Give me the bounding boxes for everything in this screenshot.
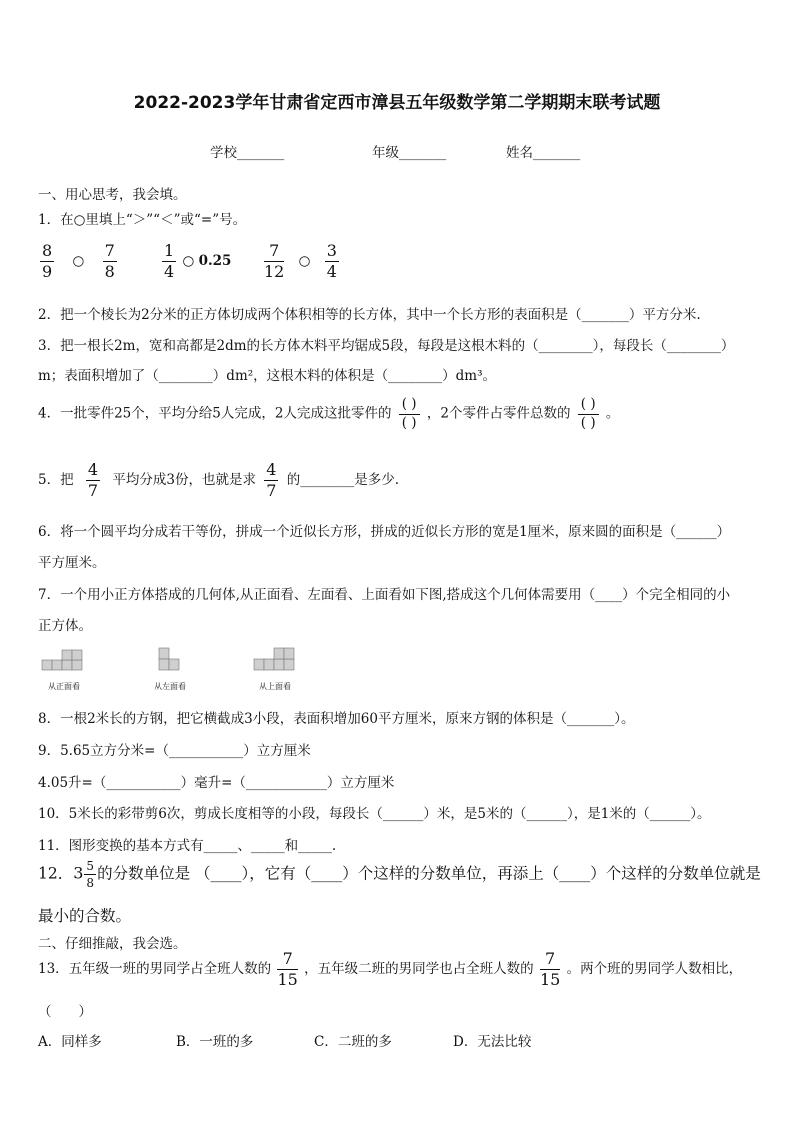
question-10: 10．5米长的彩带剪6次，剪成长度相等的小段，每段长（______）米，是5米的（______），是1米的（______）。 (38, 806, 711, 822)
question-9-line-1: 9．5.65立方分米=（___________）立方厘米 (38, 743, 311, 759)
compare-circle: ○ (298, 253, 311, 269)
top-view-figure (252, 646, 298, 672)
question-13-part-2: ，五年级二班的男同学也占全班人数的 (304, 961, 534, 977)
decimal-value: 0.25 (198, 253, 232, 269)
section-2-heading: 二、仔细推敲，我会选。 (38, 936, 187, 952)
question-9-line-2: 4.05升=（___________）毫升=（____________）立方厘米 (38, 775, 395, 791)
fraction-numerator: 7 (540, 951, 560, 970)
fraction-denominator: 4 (326, 262, 337, 281)
left-view-figure (156, 646, 182, 672)
question-5-part-3: 的________是多少. (286, 472, 400, 488)
fraction-numerator: 1 (164, 241, 175, 260)
grade-field (372, 141, 446, 161)
fraction-numerator: 5 (86, 859, 95, 873)
question-12-line-2: 最小的合数。 (38, 907, 132, 925)
school-field (210, 141, 284, 161)
question-3-line-1: 3．把一根长2m，宽和高都是2dm的长方体木料平均锯成5段，每段是这根木料的（________），每段长（________） (38, 338, 735, 354)
grade-blank: _______ (399, 145, 447, 161)
fraction-denominator: 7 (266, 481, 277, 500)
blank-numerator: ( ) (578, 398, 599, 415)
question-4-part-1: 4．一批零件25个，平均分给5人完成，2人完成这批零件的 (38, 405, 392, 422)
blank-denominator: ( ) (580, 414, 596, 431)
question-5-part-1: 5．把 (38, 472, 74, 488)
question-4-part-2: ，2个零件占零件总数的 (426, 405, 571, 422)
question-11: 11．图形变换的基本方式有_____、_____和_____. (38, 838, 337, 854)
question-12-rest: 的分数单位是 （____），它有（____）个这样的分数单位，再添上（____）个这样的分数单位就是 (97, 864, 761, 883)
question-1-pair-2 (160, 243, 231, 280)
question-2: 2．把一个棱长为2分米的正方体切成两个体积相等的长方体，其中一个长方形的表面积是（_______）平方分米. (38, 307, 701, 323)
fraction-numerator: 7 (277, 951, 297, 970)
question-7-line-2: 正方体。 (38, 618, 92, 634)
question-13-answer-blank: （ ） (38, 1004, 92, 1020)
question-6-line-2: 平方厘米。 (38, 555, 106, 571)
fraction-numerator: 4 (87, 460, 99, 479)
fraction-numerator: 7 (264, 243, 284, 262)
compare-circle: ○ (72, 253, 85, 269)
blank-numerator: ( ) (399, 398, 420, 415)
left-view-caption: 从左面看 (154, 682, 186, 691)
fraction-denominator: 9 (42, 262, 53, 281)
fraction-denominator: 7 (87, 481, 99, 500)
top-view-caption: 从上面看 (259, 682, 291, 691)
option-d: D．无法比较 (453, 1034, 532, 1050)
question-12-prefix: 12． (38, 864, 74, 883)
name-label: 姓名 (506, 145, 533, 161)
grade-label: 年级 (372, 145, 399, 161)
question-1-pair-3 (262, 243, 341, 280)
section-1-heading: 一、用心思考，我会填。 (38, 187, 187, 203)
fraction-denominator: 8 (86, 876, 95, 890)
question-8: 8．一根2米长的方钢，把它横截成3小段，表面积增加60平方厘米，原来方钢的体积是（_______）。 (38, 711, 635, 727)
option-c: C．二班的多 (314, 1034, 392, 1050)
question-13-part-3: 。两个班的男同学人数相比， (566, 961, 743, 977)
question-1-pair-1 (38, 243, 119, 280)
question-4-part-3: 。 (605, 405, 620, 422)
fraction-denominator: 12 (264, 262, 285, 281)
name-blank: _______ (533, 145, 581, 161)
question-5-part-2: 平均分成3份，也就是求 (112, 472, 256, 488)
question-3-line-2: m；表面积增加了（________）dm²，这根木料的体积是（________）dm³。 (38, 368, 497, 384)
school-label: 学校 (210, 145, 237, 161)
front-view-caption: 从正面看 (48, 682, 80, 691)
question-13-line-1 (38, 951, 742, 988)
question-7-line-1: 7．一个用小正方体搭成的几何体,从正面看、左面看、上面看如下图,搭成这个几何体需要用（____）个完全相同的小 (38, 587, 731, 603)
option-a: A．同样多 (38, 1034, 102, 1050)
fraction-numerator: 8 (42, 241, 53, 260)
mixed-number-whole: 3 (73, 863, 84, 883)
fraction-denominator: 8 (104, 262, 115, 281)
page-title: 2022-2023学年甘肃省定西市漳县五年级数学第二学期期末联考试题 (133, 93, 661, 113)
compare-circle: ○ (182, 253, 195, 269)
name-field (506, 141, 580, 161)
question-5 (38, 462, 399, 499)
fraction-numerator: 7 (104, 241, 115, 260)
blank-denominator: ( ) (401, 414, 417, 431)
option-b: B．一班的多 (176, 1034, 254, 1050)
fraction-numerator: 4 (266, 460, 277, 479)
question-13-part-1: 13．五年级一班的男同学占全班人数的 (38, 961, 272, 977)
fraction-denominator: 15 (277, 970, 298, 989)
school-blank: _______ (237, 145, 285, 161)
fraction-denominator: 4 (164, 262, 175, 281)
front-view-figure (40, 646, 90, 672)
question-6-line-1: 6．将一个圆平均分成若干等份，拼成一个近似长方形，拼成的近似长方形的宽是1厘米，原来圆的面积是（______） (38, 524, 731, 540)
fraction-denominator: 15 (539, 970, 561, 989)
question-4 (38, 398, 619, 430)
question-12-line-1 (38, 860, 761, 889)
question-1-text: 1．在○里填上“＞”“＜”或“=”号。 (38, 212, 247, 228)
fraction-numerator: 3 (326, 241, 337, 260)
